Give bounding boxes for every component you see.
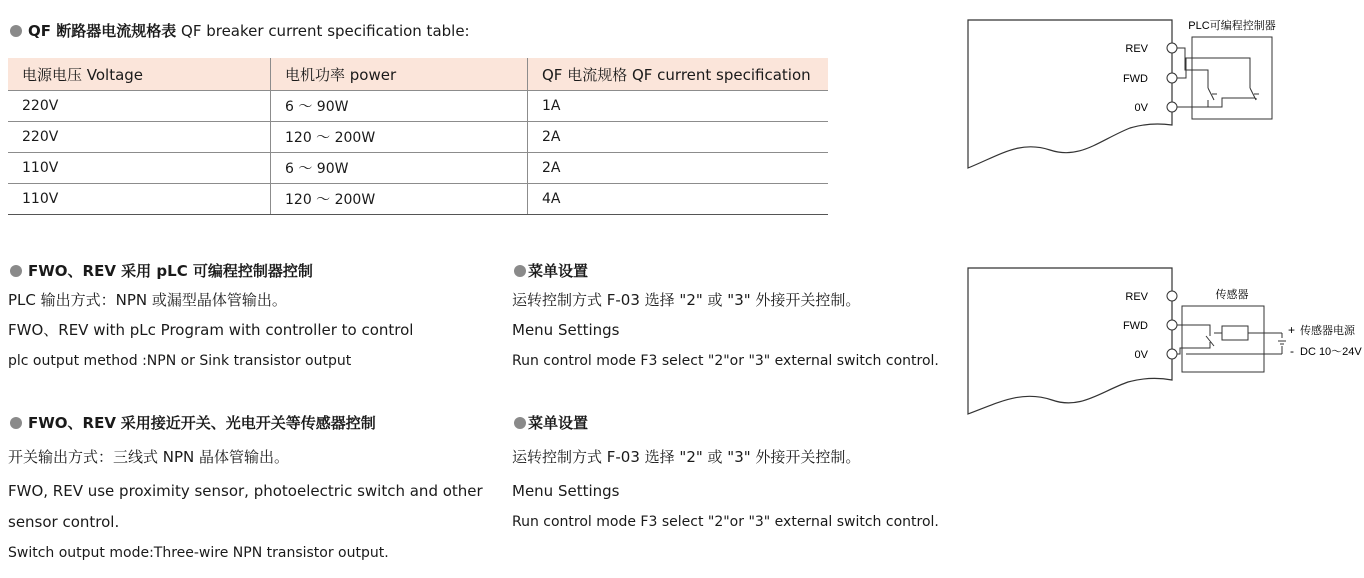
terminal-label-fwd: FWD <box>1122 73 1148 85</box>
bullet-icon <box>10 265 22 277</box>
sensor-power-label: 传感器电源 <box>1300 325 1355 337</box>
sensor-line-3: sensor control. <box>8 513 120 531</box>
plc-wiring-diagram <box>960 10 1290 180</box>
drive-board-outline <box>968 268 1172 414</box>
table-cell: 120 ～ 200W <box>271 122 528 153</box>
table-cell: 1A <box>528 91 829 122</box>
plc-line-1: PLC 输出方式：NPN 或漏型晶体管输出。 <box>8 291 287 309</box>
table-cell: 2A <box>528 122 829 153</box>
plc-box-label: PLC可编程控制器 <box>1188 20 1276 32</box>
plc-line-2: FWO、REV with pLc Program with controller to control <box>8 321 414 339</box>
column-header-power: 电机功率 power <box>271 58 528 91</box>
sensor-line-1: 开关输出方式：三线式 NPN 晶体管输出。 <box>8 448 290 466</box>
bullet-icon <box>514 417 526 429</box>
table-row <box>8 122 828 153</box>
terminal-fwd <box>1167 320 1177 330</box>
table-cell: 4A <box>528 184 829 215</box>
sensor-line-4: Switch output mode:Three-wire NPN transistor output. <box>8 545 389 561</box>
sensor-wiring-svg <box>960 262 1364 422</box>
terminal-0v <box>1167 349 1177 359</box>
breaker-title-en: QF breaker current specification table: <box>181 22 470 40</box>
sensor-title-rest: 采用接近开关、光电开关等传感器控制 <box>120 414 376 432</box>
plc-title-text: FWO、REV 采用 pLC 可编程控制器控制 <box>28 262 313 280</box>
table-row <box>8 91 828 122</box>
table-cell: 6 ～ 90W <box>271 153 528 184</box>
table-cell: 110V <box>8 153 271 184</box>
switch-contact-icon <box>1208 88 1217 107</box>
menu-2-line-2: Menu Settings <box>512 482 620 500</box>
table-cell: 2A <box>528 153 829 184</box>
menu-1-title-text: 菜单设置 <box>528 262 589 280</box>
plc-section-title <box>10 260 313 281</box>
terminal-label-0v: 0V <box>1134 349 1148 361</box>
table-cell: 6 ～ 90W <box>271 91 528 122</box>
breaker-spec-table <box>8 58 828 215</box>
menu-2-line-3: Run control mode F3 select "2"or "3" external switch control. <box>512 514 939 530</box>
terminal-rev <box>1167 291 1177 301</box>
bullet-icon <box>514 265 526 277</box>
table-cell: 220V <box>8 122 271 153</box>
menu-1-line-2: Menu Settings <box>512 321 620 339</box>
menu-1-line-1: 运转控制方式 F-03 选择 "2" 或 "3" 外接开关控制。 <box>512 291 861 309</box>
bullet-icon <box>10 25 22 37</box>
breaker-title-cn: QF 断路器电流规格表 <box>28 22 177 40</box>
sensor-element-icon <box>1222 326 1248 340</box>
menu-1-title <box>514 260 588 281</box>
table-row <box>8 153 828 184</box>
breaker-section-title <box>10 20 470 41</box>
sensor-wiring-diagram <box>960 262 1364 422</box>
terminal-rev <box>1167 43 1177 53</box>
terminal-label-rev: REV <box>1125 43 1148 55</box>
table-header-row <box>8 58 828 91</box>
sensor-section-title <box>10 412 376 433</box>
menu-2-title-text: 菜单设置 <box>528 414 589 432</box>
voltage-label: DC 10～24V <box>1300 346 1362 358</box>
table-cell: 220V <box>8 91 271 122</box>
plus-sign: + <box>1288 323 1296 337</box>
minus-sign: - <box>1290 344 1294 358</box>
column-header-current: QF 电流规格 QF current specification <box>528 58 829 91</box>
sensor-title-bold: FWO、REV <box>28 414 116 432</box>
plc-line-3: plc output method :NPN or Sink transistor output <box>8 353 352 369</box>
menu-2-line-1: 运转控制方式 F-03 选择 "2" 或 "3" 外接开关控制。 <box>512 448 861 466</box>
terminal-label-0v: 0V <box>1134 102 1148 114</box>
terminal-0v <box>1167 102 1177 112</box>
plc-wiring-svg <box>960 10 1290 180</box>
terminal-fwd <box>1167 73 1177 83</box>
sensor-box-label: 传感器 <box>1215 289 1249 301</box>
column-header-voltage: 电源电压 Voltage <box>8 58 271 91</box>
terminal-label-rev: REV <box>1125 291 1148 303</box>
bullet-icon <box>10 417 22 429</box>
sensor-line-2: FWO, REV use proximity sensor, photoelectric switch and other <box>8 482 483 500</box>
table-row <box>8 184 828 215</box>
menu-2-title <box>514 412 588 433</box>
table-cell: 110V <box>8 184 271 215</box>
terminal-label-fwd: FWD <box>1122 320 1148 332</box>
table-cell: 120 ～ 200W <box>271 184 528 215</box>
menu-1-line-3: Run control mode F3 select "2"or "3" external switch control. <box>512 353 939 369</box>
